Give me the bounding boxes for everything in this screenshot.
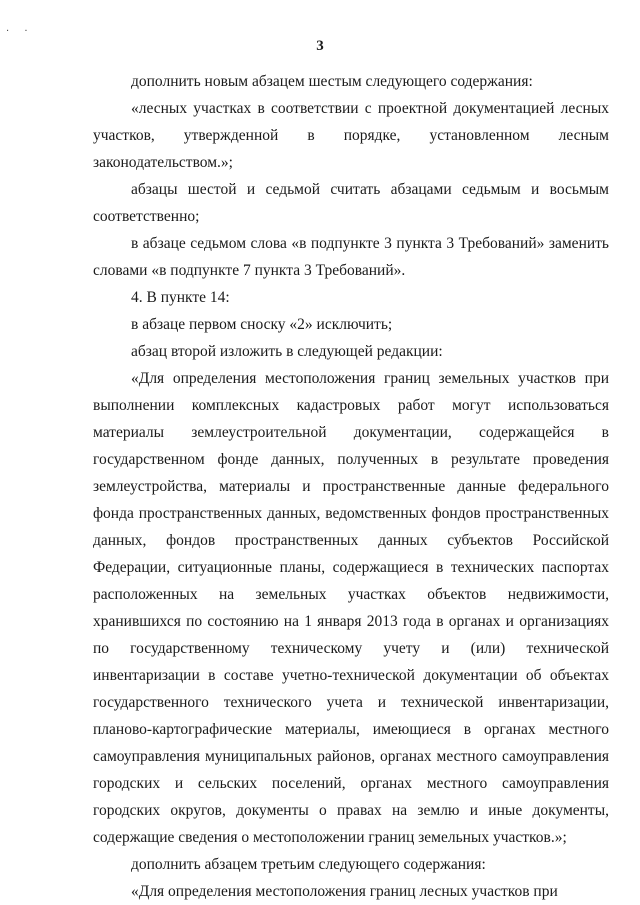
document-body	[93, 68, 609, 905]
paragraph-7: абзац второй изложить в следующей редакции:	[131, 343, 443, 360]
paragraph-5: 4. В пункте 14:	[131, 289, 230, 306]
paragraph-3: абзацы шестой и седьмой считать абзацами седьмым и восьмым соответственно;	[93, 181, 609, 225]
paragraph-4: в абзаце седьмом слова «в подпункте 3 пункта 3 Требований» заменить словами «в подпункте 7 пункта 3 Требований».	[93, 235, 609, 279]
paragraph-9: дополнить абзацем третьим следующего содержания:	[131, 856, 486, 873]
scan-marks: · ·	[6, 26, 34, 37]
page-number: 3	[316, 38, 324, 54]
paragraph-2: «лесных участках в соответствии с проектной документацией лесных участков, утвержденной в порядке, установленном лесным законодательством.»;	[93, 100, 609, 171]
paragraph-6: в абзаце первом сноску «2» исключить;	[131, 316, 393, 333]
paragraph-1: дополнить новым абзацем шестым следующего содержания:	[131, 73, 533, 90]
paragraph-8: «Для определения местоположения границ земельных участков при выполнении комплексных кадастровых работ могут использоваться материалы землеустроительной документации, содержащейся в государственном фонде данных, полученных в результате проведения землеустройства, материалы и пространственные данные федерального фонда пространственных данных, ведомственных фондов пространственных данных, фондов пространственных данных субъектов Российской Федерации, ситуационные планы, содержащиеся в технических паспортах расположенных на земельных участках объектов недвижимости, хранившихся по состоянию на 1 января 2013 года в органах и организациях по государственному техническому учету и (или) технической инвентаризации в составе учетно-технической документации об объектах государственного технического учета и технической инвентаризации, планово-картографические материалы, имеющиеся в органах местного самоуправления муниципальных районов, органах местного самоуправления городских и сельских поселений, органах местного самоуправления городских округов, документы о правах на землю и иные документы, содержащие сведения о местоположении границ земельных участков.»;	[93, 370, 609, 846]
paragraph-10: «Для определения местоположения границ лесных участков при	[131, 883, 558, 900]
